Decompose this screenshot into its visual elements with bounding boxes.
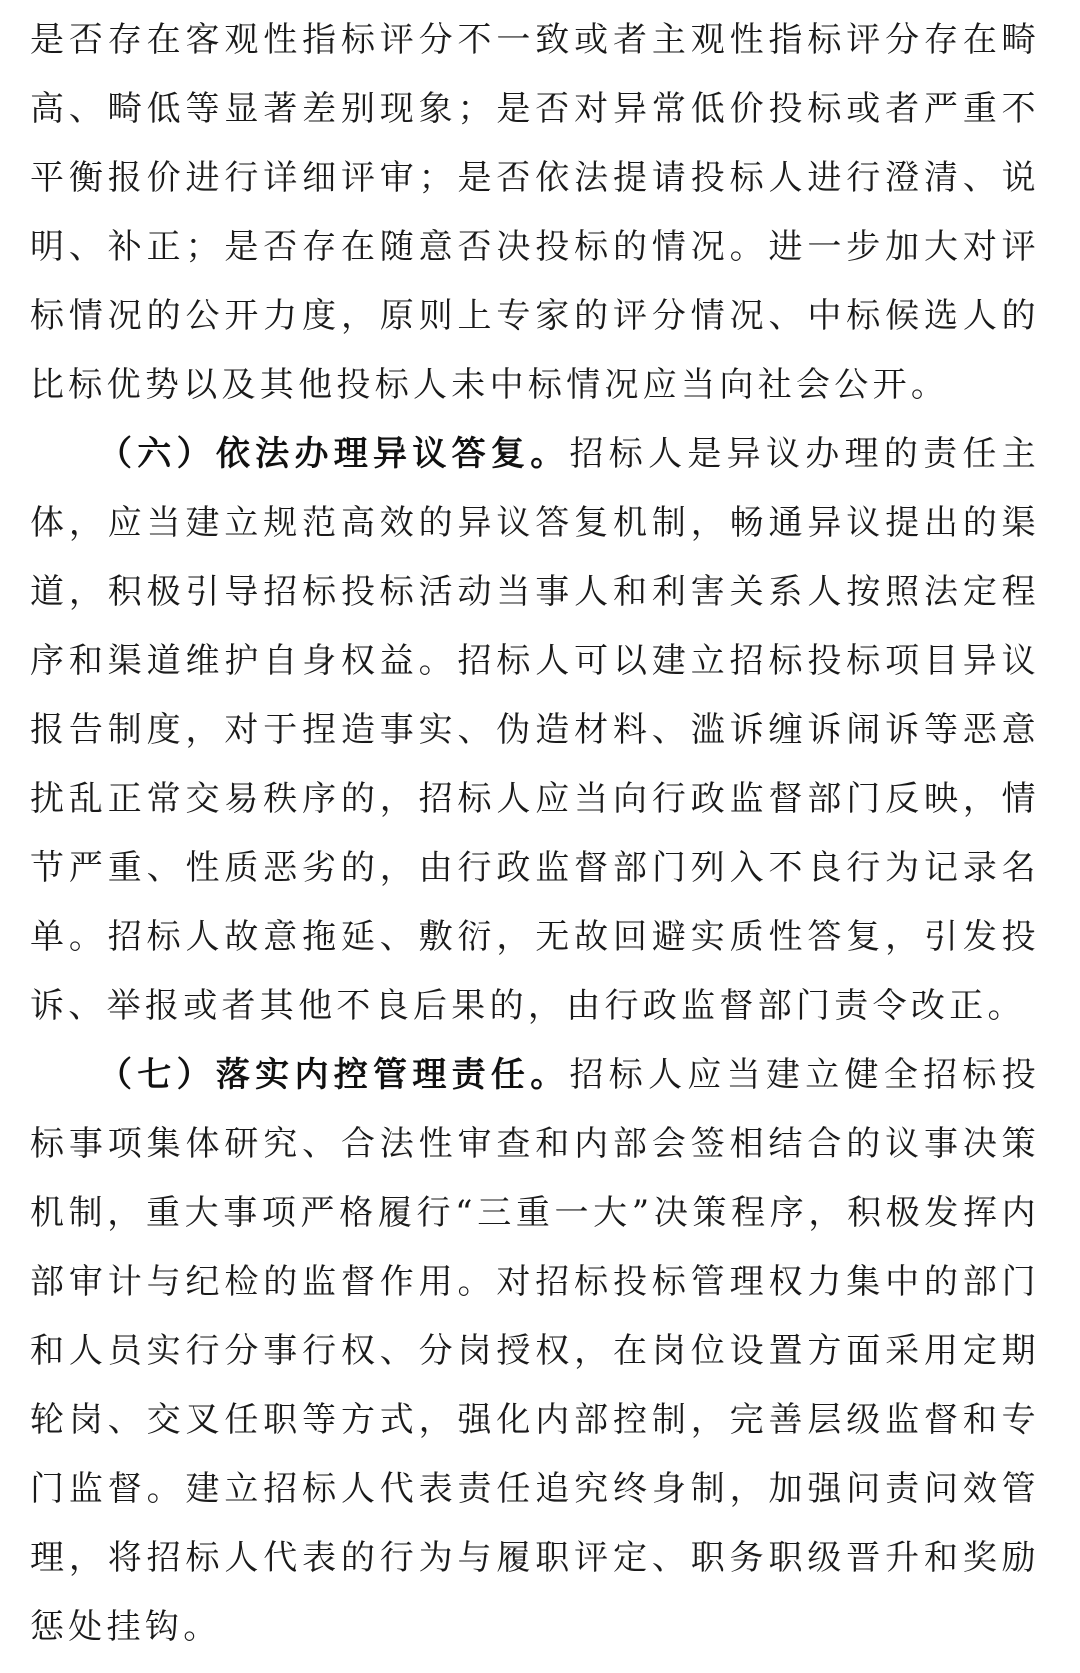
paragraph-section-7 [30, 1041, 1040, 1662]
section-heading: （六）依法办理异议答复。 [98, 434, 570, 474]
document-page [30, 6, 1040, 1662]
paragraph-section-6 [30, 420, 1040, 1041]
section-heading: （七）落实内控管理责任。 [98, 1055, 570, 1095]
paragraph-body: 招标人是异议办理的责任主体，应当建立规范高效的异议答复机制，畅通异议提出的渠道，积极引导招标投标活动当事人和利害关系人按照法定程序和渠道维护自身权益。招标人可以建立招标投标项目异议报告制度，对于捏造事实、伪造材料、滥诉缠诉闹诉等恶意扰乱正常交易秩序的，招标人应当向行政监督部门反映，情节严重、性质恶劣的，由行政监督部门列入不良行为记录名单。招标人故意拖延、敷衍，无故回避实质性答复，引发投诉、举报或者其他不良后果的，由行政监督部门责令改正。 [30, 434, 1040, 1026]
paragraph-body: 招标人应当建立健全招标投标事项集体研究、合法性审查和内部会签相结合的议事决策机制，重大事项严格履行“三重一大”决策程序，积极发挥内部审计与纪检的监督作用。对招标投标管理权力集中的部门和人员实行分事行权、分岗授权，在岗位设置方面采用定期轮岗、交叉任职等方式，强化内部控制，完善层级监督和专门监督。建立招标人代表责任追究终身制，加强问责问效管理，将招标人代表的行为与履职评定、职务职级晋升和奖励惩处挂钩。 [30, 1055, 1040, 1647]
paragraph-body: 是否存在客观性指标评分不一致或者主观性指标评分存在畸高、畸低等显著差别现象；是否对异常低价投标或者严重不平衡报价进行详细评审；是否依法提请投标人进行澄清、说明、补正；是否存在随意否决投标的情况。进一步加大对评标情况的公开力度，原则上专家的评分情况、中标候选人的比标优势以及其他投标人未中标情况应当向社会公开。 [30, 20, 1040, 405]
paragraph-continued [30, 6, 1040, 420]
